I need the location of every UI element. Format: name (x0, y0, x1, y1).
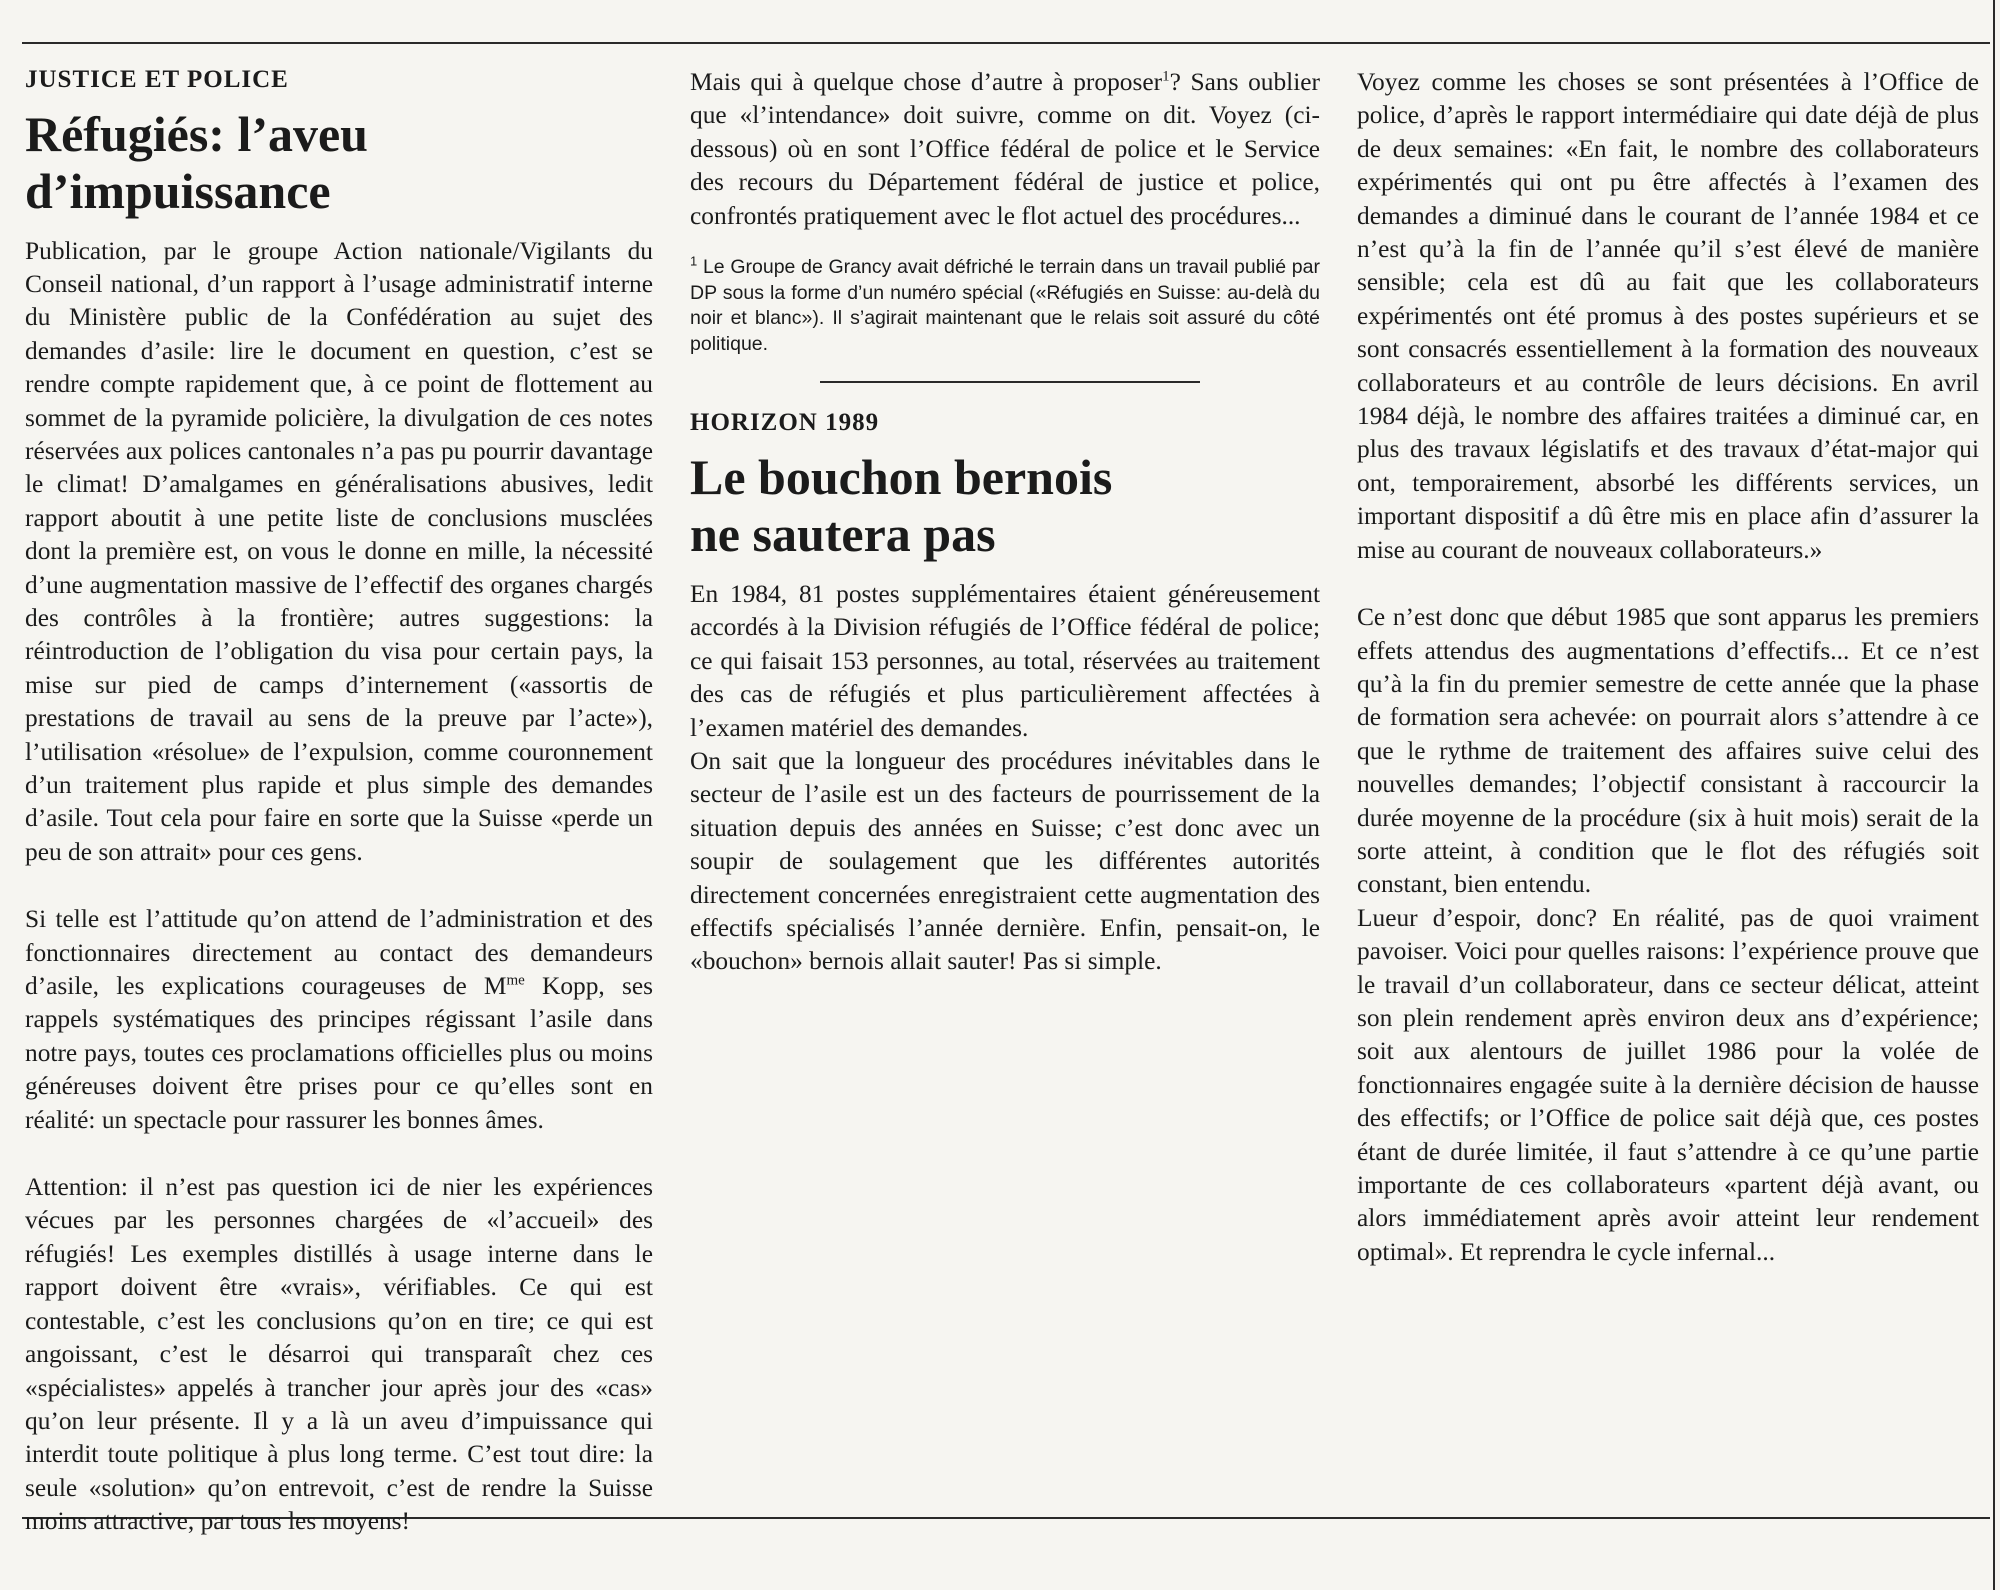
article2-title-line2: ne sautera pas (690, 506, 996, 563)
article1-paragraph-4-part-b: ? Sans oublier que «l’intendance» doit suivre, comme on dit. Voyez (ci-dessous) où en sont l’Office fédéral de police et le Service des recours du Département fédéral de justice et police, confrontés pratiquement avec le flot actuel des procédures... (690, 68, 1321, 230)
column-2 (690, 66, 1320, 979)
article1-paragraph-4-part-a: Mais qui à quelque chose d’autre à proposer (690, 68, 1163, 96)
article1-paragraph-2 (25, 903, 653, 1137)
article1-paragraph-2-part-a: Si telle est l’attitude qu’on attend de l’administration et des fonctionnaires directement au contact des demandeurs d’asile, les explications courageuses de M (25, 905, 653, 1001)
article2-paragraph-4: Ce n’est donc que début 1985 que sont apparus les premiers effets attendus des augmentations d’effectifs... Et ce n’est qu’à la fin du premier semestre de cette année que la phase de formation sera achevée: on pourrait alors s’attendre à ce que le rythme de traitement des affaires suive celui des nouvelles demandes; l’objectif consistant à raccourcir la durée moyenne de la procédure (six à huit mois) serait de la sorte atteint, à condition que le flot des réfugiés soit constant, bien entendu. (1357, 603, 1979, 899)
footnote (690, 255, 1320, 357)
article1-title-line2: d’impuissance (25, 163, 331, 219)
footnote-reference: 1 (1162, 68, 1170, 85)
article2-kicker: HORIZON 1989 (690, 409, 880, 437)
article-separator (820, 381, 1200, 383)
article1-title (25, 106, 653, 221)
top-rule (22, 42, 1990, 44)
article2-paragraph-3: Voyez comme les choses se sont présentées à l’Office de police, d’après le rapport intermédiaire qui date déjà de plus de deux semaines: «En fait, le nombre des collaborateurs expérimentés qui ont pu être affectés à l’examen des demandes a diminué dans le courant de l’année 1984 et ce n’est qu’à la fin de l’année qu’il s’est élevé de manière sensible; cela est dû au fait que les collaborateurs expérimentés ont été promus à des postes supérieurs et se sont consacrés essentiellement à la formation des nouveaux collaborateurs et au contrôle de leurs décisions. En avril 1984 déjà, le nombre des affaires traitées a diminué car, en plus des travaux législatifs et des travaux d’état-major qui ont, temporairement, absorbé les différents services, un important dispositif a dû être mis en place afin d’assurer la mise au courant de nouveaux collaborateurs.» (1357, 68, 1979, 564)
footnote-text: Le Groupe de Grancy avait défriché le terrain dans un travail publié par DP sous la forme d’un numéro spécial («Réfugiés en Suisse: au-delà du noir et blanc»). Il s’agirait maintenant que le relais soit assuré du côté politique. (690, 256, 1320, 355)
article1-kicker: JUSTICE ET POLICE (25, 66, 289, 93)
article1-paragraph-4 (690, 66, 1320, 233)
article1-title-line1: Réfugiés: l’aveu (25, 105, 368, 162)
article2-paragraph-2: On sait que la longueur des procédures inévitables dans le secteur de l’asile est un des facteurs de pourrissement de la situation depuis des années en Suisse; c’est donc avec un soupir de soulagement que les différentes autorités directement concernées enregistraient cette augmentation des effectifs spécialisés l’année dernière. Enfin, pensait-on, le «bouchon» bernois allait sauter! Pas si simple. (690, 746, 1320, 976)
article1-paragraph-2-part-b: Kopp, ses rappels systématiques des principes régissant l’asile dans notre pays, toutes ces proclamations officielles plus ou moins généreuses doivent être prises pour ce qu’elles sont en réalité: un spectacle pour rassurer les bonnes âmes. (25, 972, 653, 1134)
right-edge-rule (1993, 0, 1995, 1590)
column-3 (1357, 66, 1979, 1269)
article1-paragraph-3: Attention: il n’est pas question ici de nier les expériences vécues par les personnes chargées de «l’accueil» des réfugiés! Les exemples distillés à usage interne dans le rapport doivent être «vrais», vérifiables. Ce qui est contestable, c’est les conclusions qu’on en tire; ce qui est angoissant, c’est le désarroi qui transparaît chez ces «spécialistes» appelés à trancher jour après jour des «cas» qu’on leur présente. Il y a là un aveu d’impuissance qui interdit toute politique à plus long terme. C’est tout dire: la seule «solution» qu’on entrevoit, c’est de rendre la Suisse moins attractive, par tous les moyens! (25, 1173, 653, 1536)
article1-paragraph-2-superscript: me (506, 972, 525, 989)
article2-title-line1: Le bouchon bernois (690, 448, 1113, 505)
column-1 (25, 66, 653, 1539)
article1-paragraph-1: Publication, par le groupe Action nationale/Vigilants du Conseil national, d’un rapport à l’usage administratif interne du Ministère public de la Confédération au sujet des demandes d’asile: lire le document en question, c’est se rendre compte rapidement que, à ce point de flottement au sommet de la pyramide policière, la divulgation de ces notes réservées aux polices cantonales n’a pas pu pourrir davantage le climat! D’amalgames en généralisations abusives, ledit rapport aboutit à une petite liste de conclusions musclées dont la première est, on vous le donne en mille, la nécessité d’une augmentation massive de l’effectif des organes chargés des contrôles à la frontière; autres suggestions: la réintroduction de l’obligation du visa pour certain pays, la mise sur pied de camps d’internement («assortis de prestations de travail au sens de la preuve par l’acte»), l’utilisation «résolue» de l’expulsion, comme couronnement d’un traitement plus rapide et plus simple des demandes d’asile. Tout cela pour faire en sorte que la Suisse «perde un peu de son attrait» pour ces gens. (25, 236, 653, 866)
article2-paragraph-5: Lueur d’espoir, donc? En réalité, pas de quoi vraiment pavoiser. Voici pour quelles raisons: l’expérience prouve que le travail d’un collaborateur, dans ce secteur délicat, atteint son plein rendement après environ deux ans d’expérience; soit aux alentours de juillet 1986 pour la volée de fonctionnaires engagée suite à la dernière décision de hausse des effectifs; or l’Office de police sait déjà que, ces postes étant de durée limitée, il faut s’attendre à ce qu’une partie importante de ces collaborateurs «partent déjà avant, ou alors immédiatement après avoir atteint leur rendement optimal». Et reprendra le cycle infernal... (1357, 903, 1979, 1266)
article2-paragraph-1: En 1984, 81 postes supplémentaires étaient généreusement accordés à la Division réfugiés de l’Office fédéral de police; ce qui faisait 153 personnes, au total, réservées au traitement des cas de réfugiés et plus particulièrement affectées à l’examen matériel des demandes. (690, 579, 1320, 742)
article2-title (690, 449, 1320, 564)
footnote-mark: 1 (690, 253, 698, 269)
